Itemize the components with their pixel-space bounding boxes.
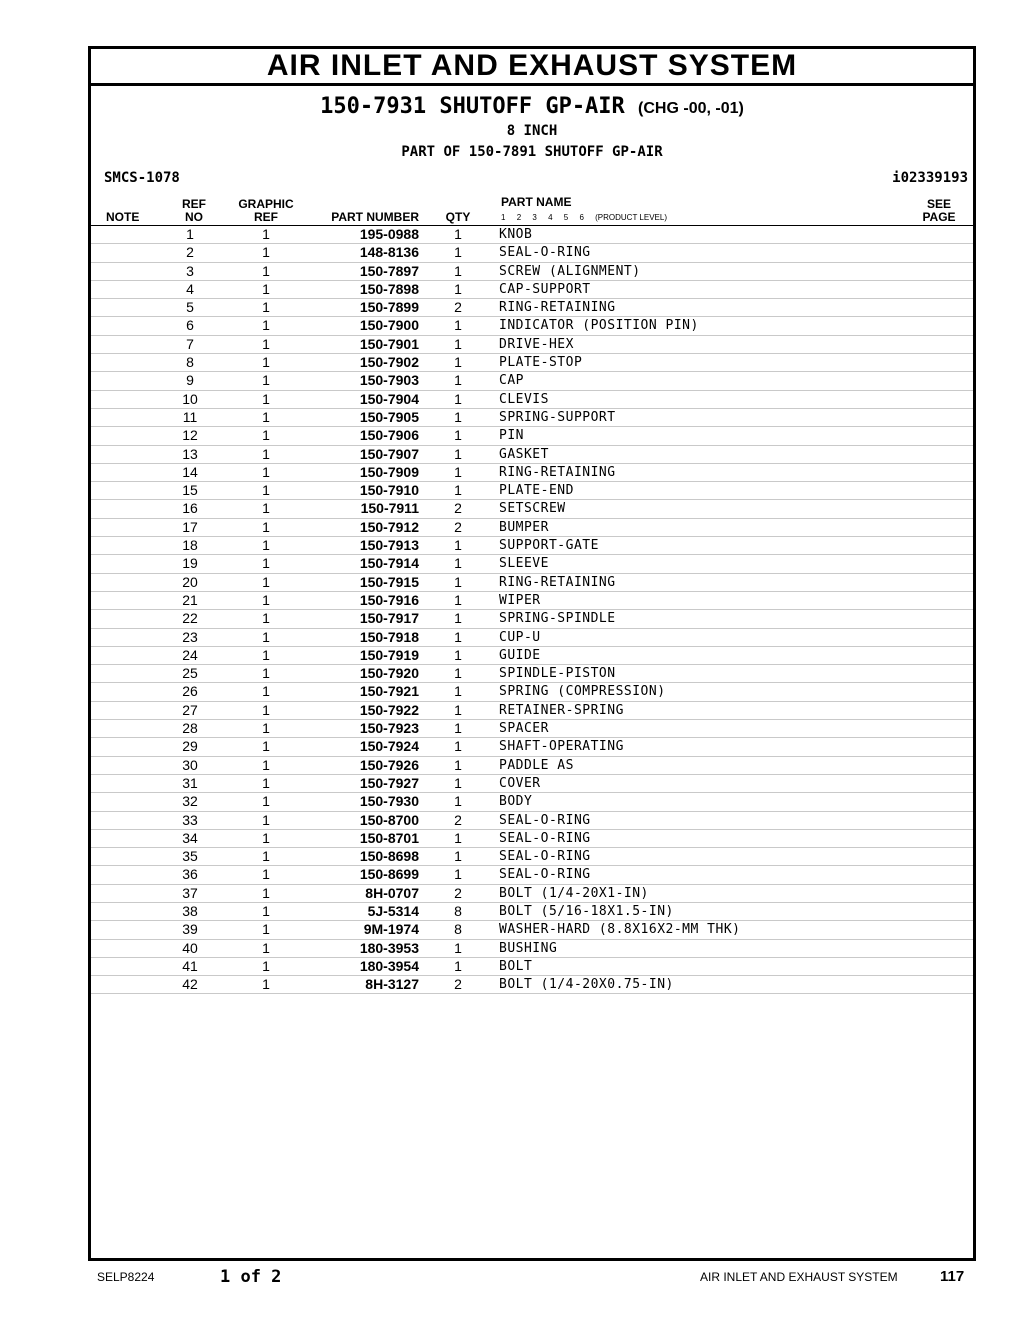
qty-cell: 1 — [454, 628, 462, 645]
part-number-cell: 150-7930 — [359, 793, 419, 810]
part-name-cell: SEAL-O-RING — [499, 830, 591, 846]
ref-no-cell: 36 — [182, 866, 198, 883]
qty-cell: 1 — [454, 848, 462, 865]
ref-no-cell: 30 — [182, 756, 198, 773]
graphic-ref-cell: 1 — [262, 738, 270, 755]
part-number-cell: 180-3954 — [359, 957, 419, 974]
graphic-ref-cell: 1 — [262, 555, 270, 572]
graphic-ref-cell: 1 — [262, 262, 270, 279]
part-number-cell: 150-8700 — [359, 811, 419, 828]
qty-cell: 8 — [454, 902, 462, 919]
graphic-ref-cell: 1 — [262, 683, 270, 700]
qty-cell: 2 — [454, 500, 462, 517]
part-name-cell: SPINDLE-PISTON — [499, 666, 616, 682]
qty-cell: 1 — [454, 427, 462, 444]
table-row — [91, 244, 973, 262]
parts-table-body — [91, 226, 973, 994]
graphic-ref-cell: 1 — [262, 408, 270, 425]
part-name-cell: SHAFT-OPERATING — [499, 739, 624, 755]
part-name-cell: RING-RETAINING — [499, 300, 616, 316]
product-level-label: (PRODUCT LEVEL) — [595, 213, 667, 222]
graphic-ref-cell: 1 — [262, 884, 270, 901]
part-name-cell: GUIDE — [499, 647, 541, 663]
part-name-cell: BOLT (5/16-18X1.5-IN) — [499, 903, 674, 919]
part-name-cell: BOLT — [499, 958, 533, 974]
graphic-ref-cell: 1 — [262, 665, 270, 682]
table-row — [91, 720, 973, 738]
table-row — [91, 921, 973, 939]
ref-no-cell: 32 — [182, 793, 198, 810]
qty-cell: 1 — [454, 354, 462, 371]
table-row — [91, 427, 973, 445]
qty-cell: 2 — [454, 811, 462, 828]
part-number-cell: 150-7915 — [359, 573, 419, 590]
col-header-graphic-top: GRAPHIC — [238, 197, 294, 211]
part-number-cell: 8H-3127 — [365, 976, 419, 993]
table-row — [91, 885, 973, 903]
part-name-cell: SEAL-O-RING — [499, 812, 591, 828]
graphic-ref-cell: 1 — [262, 848, 270, 865]
graphic-ref-cell: 1 — [262, 866, 270, 883]
qty-cell: 8 — [454, 921, 462, 938]
qty-cell: 1 — [454, 793, 462, 810]
group-title: 150-7931 SHUTOFF GP-AIR — [320, 94, 625, 119]
ref-no-cell: 21 — [182, 591, 198, 608]
table-row — [91, 866, 973, 884]
group-subtitle-size: 8 INCH — [506, 123, 558, 139]
part-number-cell: 150-7898 — [359, 280, 419, 297]
part-name-cell: SPACER — [499, 721, 549, 737]
part-number-cell: 150-7919 — [359, 646, 419, 663]
part-name-cell: SEAL-O-RING — [499, 849, 591, 865]
part-name-cell: WIPER — [499, 592, 541, 608]
ref-no-cell: 11 — [182, 408, 198, 425]
group-subtitle-parent: PART OF 150-7891 SHUTOFF GP-AIR — [401, 144, 663, 160]
part-number-cell: 150-7918 — [359, 628, 419, 645]
table-row — [91, 958, 973, 976]
qty-cell: 1 — [454, 555, 462, 572]
graphic-ref-cell: 1 — [262, 427, 270, 444]
part-number-cell: 9M-1974 — [363, 921, 419, 938]
table-row — [91, 482, 973, 500]
graphic-ref-cell: 1 — [262, 537, 270, 554]
graphic-ref-cell: 1 — [262, 573, 270, 590]
ref-no-cell: 25 — [182, 665, 198, 682]
qty-cell: 2 — [454, 518, 462, 535]
part-name-cell: CLEVIS — [499, 391, 549, 407]
part-number-cell: 150-7904 — [359, 390, 419, 407]
graphic-ref-cell: 1 — [262, 793, 270, 810]
part-number-cell: 150-7916 — [359, 591, 419, 608]
table-row — [91, 647, 973, 665]
table-row — [91, 903, 973, 921]
graphic-ref-cell: 1 — [262, 701, 270, 718]
table-row — [91, 336, 973, 354]
part-number-cell: 150-7910 — [359, 482, 419, 499]
graphic-ref-cell: 1 — [262, 902, 270, 919]
graphic-ref-cell: 1 — [262, 939, 270, 956]
table-row — [91, 281, 973, 299]
part-name-cell: WASHER-HARD (8.8X16X2-MM THK) — [499, 922, 741, 938]
part-name-cell: COVER — [499, 775, 541, 791]
table-row — [91, 464, 973, 482]
table-row — [91, 738, 973, 756]
qty-cell: 1 — [454, 244, 462, 261]
part-name-cell: CAP — [499, 373, 524, 389]
table-row — [91, 830, 973, 848]
part-number-cell: 150-7926 — [359, 756, 419, 773]
table-row — [91, 940, 973, 958]
part-name-cell: DRIVE-HEX — [499, 336, 574, 352]
graphic-ref-cell: 1 — [262, 500, 270, 517]
graphic-ref-cell: 1 — [262, 720, 270, 737]
part-number-cell: 180-3953 — [359, 939, 419, 956]
part-name-cell: GASKET — [499, 446, 549, 462]
product-level-1: 1 — [501, 213, 506, 222]
part-number-cell: 150-7913 — [359, 537, 419, 554]
ref-no-cell: 4 — [186, 280, 194, 297]
ref-no-cell: 16 — [182, 500, 198, 517]
part-number-cell: 150-7900 — [359, 317, 419, 334]
graphic-ref-cell: 1 — [262, 280, 270, 297]
part-name-cell: SLEEVE — [499, 556, 549, 572]
table-row — [91, 555, 973, 573]
system-title: AIR INLET AND EXHAUST SYSTEM — [91, 49, 973, 86]
graphic-ref-cell: 1 — [262, 317, 270, 334]
ref-no-cell: 38 — [182, 902, 198, 919]
table-row — [91, 757, 973, 775]
graphic-ref-cell: 1 — [262, 976, 270, 993]
part-number-cell: 150-7907 — [359, 445, 419, 462]
table-row — [91, 372, 973, 390]
qty-cell: 1 — [454, 335, 462, 352]
part-number-cell: 150-8701 — [359, 829, 419, 846]
ref-no-cell: 19 — [182, 555, 198, 572]
ref-no-cell: 27 — [182, 701, 198, 718]
qty-cell: 1 — [454, 280, 462, 297]
qty-cell: 1 — [454, 537, 462, 554]
smcs-code: SMCS-1078 — [104, 170, 180, 186]
ref-no-cell: 33 — [182, 811, 198, 828]
ref-no-cell: 23 — [182, 628, 198, 645]
part-number-cell: 150-7906 — [359, 427, 419, 444]
graphic-ref-cell: 1 — [262, 372, 270, 389]
ref-no-cell: 42 — [182, 976, 198, 993]
part-name-cell: RING-RETAINING — [499, 464, 616, 480]
graphic-ref-cell: 1 — [262, 299, 270, 316]
col-header-see-top: SEE — [926, 197, 951, 211]
ref-no-cell: 29 — [182, 738, 198, 755]
ref-no-cell: 12 — [182, 427, 198, 444]
qty-cell: 1 — [454, 720, 462, 737]
product-level-6: 6 — [579, 213, 584, 222]
table-row — [91, 793, 973, 811]
part-number-cell: 150-7921 — [359, 683, 419, 700]
table-row — [91, 519, 973, 537]
graphic-ref-cell: 1 — [262, 482, 270, 499]
part-name-cell: BUSHING — [499, 940, 558, 956]
part-name-cell: INDICATOR (POSITION PIN) — [499, 318, 699, 334]
ref-no-cell: 7 — [186, 335, 194, 352]
ref-no-cell: 20 — [182, 573, 198, 590]
graphic-ref-cell: 1 — [262, 390, 270, 407]
table-row — [91, 409, 973, 427]
graphic-ref-cell: 1 — [262, 335, 270, 352]
col-header-qty: QTY — [445, 210, 471, 224]
part-number-cell: 150-7917 — [359, 610, 419, 627]
table-row — [91, 317, 973, 335]
table-row — [91, 354, 973, 372]
ref-no-cell: 39 — [182, 921, 198, 938]
qty-cell: 1 — [454, 738, 462, 755]
ref-no-cell: 18 — [182, 537, 198, 554]
col-header-ref-bottom: NO — [185, 210, 203, 224]
part-name-cell: BOLT (1/4-20X1-IN) — [499, 885, 649, 901]
ref-no-cell: 8 — [186, 354, 194, 371]
qty-cell: 1 — [454, 463, 462, 480]
table-row — [91, 702, 973, 720]
qty-cell: 1 — [454, 756, 462, 773]
part-number-cell: 150-7912 — [359, 518, 419, 535]
part-name-cell: PLATE-STOP — [499, 355, 583, 371]
qty-cell: 2 — [454, 976, 462, 993]
product-level-5: 5 — [563, 213, 569, 222]
ref-no-cell: 6 — [186, 317, 194, 334]
qty-cell: 1 — [454, 317, 462, 334]
col-header-graphic-bottom: REF — [254, 210, 278, 224]
qty-cell: 1 — [454, 573, 462, 590]
part-number-cell: 150-7901 — [359, 335, 419, 352]
ref-no-cell: 14 — [182, 463, 198, 480]
table-row — [91, 226, 973, 244]
qty-cell: 1 — [454, 939, 462, 956]
part-name-cell: BODY — [499, 794, 533, 810]
qty-cell: 1 — [454, 646, 462, 663]
product-level-3: 3 — [532, 213, 537, 222]
graphic-ref-cell: 1 — [262, 591, 270, 608]
table-row — [91, 775, 973, 793]
footer-page-of: 1 of 2 — [220, 1267, 282, 1287]
part-name-cell: CAP-SUPPORT — [499, 281, 591, 297]
part-number-cell: 150-7911 — [360, 500, 419, 517]
ref-no-cell: 10 — [182, 390, 198, 407]
qty-cell: 1 — [454, 445, 462, 462]
graphic-ref-cell: 1 — [262, 226, 270, 242]
qty-cell: 1 — [454, 226, 462, 242]
graphic-ref-cell: 1 — [262, 774, 270, 791]
part-name-cell: SEAL-O-RING — [499, 867, 591, 883]
part-number-cell: 150-7920 — [359, 665, 419, 682]
group-title-line — [91, 94, 973, 122]
part-number-cell: 150-7903 — [359, 372, 419, 389]
table-row — [91, 574, 973, 592]
graphic-ref-cell: 1 — [262, 354, 270, 371]
table-row — [91, 263, 973, 281]
table-row — [91, 629, 973, 647]
table-row — [91, 610, 973, 628]
graphic-ref-cell: 1 — [262, 244, 270, 261]
part-number-cell: 150-7922 — [359, 701, 419, 718]
part-number-cell: 150-7902 — [359, 354, 419, 371]
qty-cell: 1 — [454, 390, 462, 407]
ref-no-cell: 15 — [182, 482, 198, 499]
ref-no-cell: 34 — [182, 829, 198, 846]
ref-no-cell: 9 — [186, 372, 194, 389]
part-number-cell: 150-7914 — [359, 555, 419, 572]
graphic-ref-cell: 1 — [262, 628, 270, 645]
part-name-cell: RING-RETAINING — [499, 574, 616, 590]
col-header-ref-top: REF — [182, 197, 206, 211]
ref-no-cell: 17 — [182, 518, 198, 535]
qty-cell: 2 — [454, 299, 462, 316]
ref-no-cell: 41 — [182, 957, 198, 974]
change-level: (CHG -00, -01) — [638, 100, 744, 117]
qty-cell: 1 — [454, 262, 462, 279]
table-row — [91, 665, 973, 683]
part-name-cell: SCREW (ALIGNMENT) — [499, 263, 641, 279]
part-name-cell: SPRING-SPINDLE — [499, 611, 616, 627]
qty-cell: 1 — [454, 829, 462, 846]
ref-no-cell: 13 — [182, 445, 198, 462]
part-number-cell: 5J-5314 — [367, 902, 419, 919]
graphic-ref-cell: 1 — [262, 756, 270, 773]
ref-no-cell: 28 — [182, 720, 198, 737]
qty-cell: 1 — [454, 372, 462, 389]
part-number-cell: 150-8699 — [359, 866, 419, 883]
illustration-id: i02339193 — [892, 170, 968, 186]
graphic-ref-cell: 1 — [262, 829, 270, 846]
footer-section: AIR INLET AND EXHAUST SYSTEM — [700, 1270, 898, 1284]
ref-no-cell: 37 — [182, 884, 198, 901]
part-number-cell: 8H-0707 — [365, 884, 419, 901]
part-number-cell: 150-7897 — [359, 262, 419, 279]
graphic-ref-cell: 1 — [262, 811, 270, 828]
graphic-ref-cell: 1 — [262, 445, 270, 462]
table-row — [91, 848, 973, 866]
part-number-cell: 148-8136 — [359, 244, 419, 261]
graphic-ref-cell: 1 — [262, 463, 270, 480]
graphic-ref-cell: 1 — [262, 646, 270, 663]
footer-page-number: 117 — [940, 1268, 965, 1285]
table-row — [91, 391, 973, 409]
col-header-part-number: PART NUMBER — [331, 210, 419, 224]
part-number-cell: 150-7909 — [359, 463, 419, 480]
qty-cell: 1 — [454, 408, 462, 425]
table-row — [91, 683, 973, 701]
graphic-ref-cell: 1 — [262, 610, 270, 627]
table-row — [91, 976, 973, 994]
qty-cell: 1 — [454, 774, 462, 791]
product-level-4: 4 — [548, 213, 553, 222]
parts-list-frame — [88, 46, 976, 1261]
ref-no-cell: 31 — [182, 774, 198, 791]
table-row — [91, 592, 973, 610]
qty-cell: 1 — [454, 957, 462, 974]
part-name-cell: SUPPORT-GATE — [499, 538, 599, 554]
col-header-see-bottom: PAGE — [922, 210, 956, 224]
part-number-cell: 150-7923 — [359, 720, 419, 737]
qty-cell: 1 — [454, 665, 462, 682]
ref-no-cell: 5 — [186, 299, 194, 316]
part-name-cell: SPRING (COMPRESSION) — [499, 684, 666, 700]
part-number-cell: 150-7927 — [359, 774, 419, 791]
col-header-note: NOTE — [106, 210, 140, 224]
graphic-ref-cell: 1 — [262, 518, 270, 535]
ref-no-cell: 40 — [182, 939, 198, 956]
part-number-cell: 150-7924 — [359, 738, 419, 755]
product-level-scale — [501, 213, 676, 222]
footer-doc-id: SELP8224 — [97, 1270, 155, 1284]
part-number-cell: 150-7899 — [359, 299, 419, 316]
part-name-cell: PADDLE AS — [499, 757, 574, 773]
part-name-cell: BUMPER — [499, 519, 549, 535]
ref-no-cell: 2 — [186, 244, 194, 261]
graphic-ref-cell: 1 — [262, 921, 270, 938]
part-name-cell: SETSCREW — [499, 501, 566, 517]
ref-no-cell: 26 — [182, 683, 198, 700]
qty-cell: 1 — [454, 866, 462, 883]
part-number-cell: 195-0988 — [359, 226, 419, 242]
table-row — [91, 299, 973, 317]
part-name-cell: SEAL-O-RING — [499, 245, 591, 261]
qty-cell: 1 — [454, 683, 462, 700]
ref-no-cell: 3 — [186, 262, 194, 279]
qty-cell: 2 — [454, 884, 462, 901]
part-name-cell: BOLT (1/4-20X0.75-IN) — [499, 977, 674, 993]
table-row — [91, 446, 973, 464]
part-name-cell: KNOB — [499, 227, 533, 242]
table-row — [91, 500, 973, 518]
part-name-cell: SPRING-SUPPORT — [499, 409, 616, 425]
part-name-cell: PLATE-END — [499, 483, 574, 499]
part-name-cell: RETAINER-SPRING — [499, 702, 624, 718]
part-name-cell: CUP-U — [499, 629, 541, 645]
ref-no-cell: 1 — [186, 226, 194, 242]
qty-cell: 1 — [454, 701, 462, 718]
graphic-ref-cell: 1 — [262, 957, 270, 974]
part-number-cell: 150-8698 — [359, 848, 419, 865]
qty-cell: 1 — [454, 591, 462, 608]
qty-cell: 1 — [454, 482, 462, 499]
ref-no-cell: 24 — [182, 646, 198, 663]
ref-no-cell: 35 — [182, 848, 198, 865]
ref-no-cell: 22 — [182, 610, 198, 627]
col-header-part-name: PART NAME — [501, 195, 572, 209]
part-number-cell: 150-7905 — [359, 408, 419, 425]
product-level-2: 2 — [516, 213, 522, 222]
table-row — [91, 812, 973, 830]
part-name-cell: PIN — [499, 428, 524, 444]
table-row — [91, 537, 973, 555]
qty-cell: 1 — [454, 610, 462, 627]
